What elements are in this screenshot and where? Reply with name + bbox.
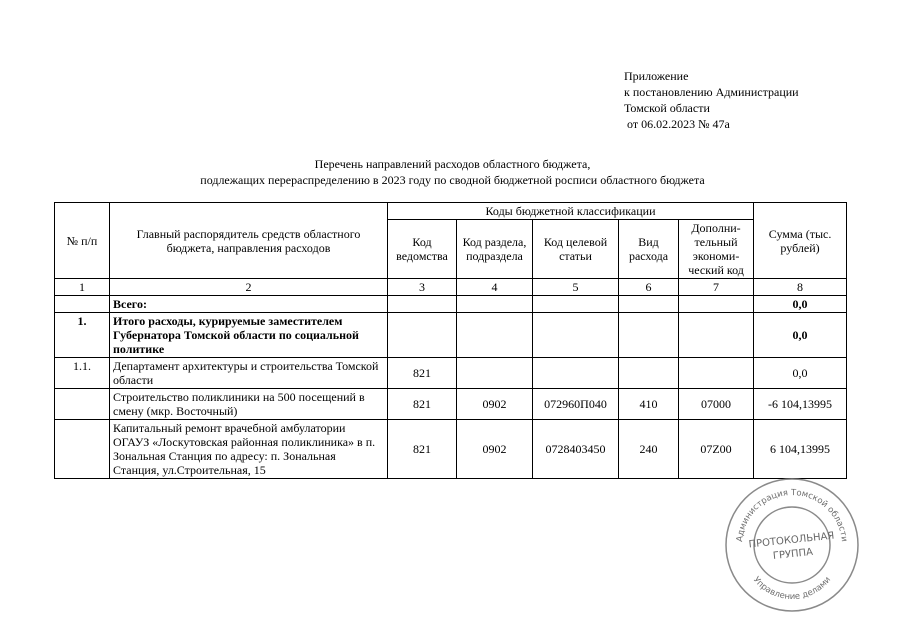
official-stamp xyxy=(722,475,862,615)
row-target: 072960П040 xyxy=(533,389,619,420)
document-title xyxy=(0,156,905,188)
table-row xyxy=(55,420,847,479)
row-target xyxy=(533,358,619,389)
header-codes-group: Коды бюджетной классификации xyxy=(388,203,754,220)
table-row xyxy=(55,313,847,358)
row-extra: 07Z00 xyxy=(679,420,754,479)
title-line: Перечень направлений расходов областного бюджета, xyxy=(314,157,591,171)
row-type xyxy=(619,296,679,313)
col-number: 1 xyxy=(55,279,110,296)
row-num xyxy=(55,420,110,479)
row-type xyxy=(619,313,679,358)
row-dept: 821 xyxy=(388,420,457,479)
stamp-outer-text-top: Администрация Томской области xyxy=(735,487,849,543)
column-number-row xyxy=(55,279,847,296)
header-num: № п/п xyxy=(55,203,110,279)
row-num: 1.1. xyxy=(55,358,110,389)
row-name: Департамент архитектуры и строительства Томской области xyxy=(110,358,388,389)
row-type: 410 xyxy=(619,389,679,420)
row-sum: 6 104,13995 xyxy=(754,420,847,479)
stamp-center-line1: ПРОТОКОЛЬНАЯ xyxy=(748,530,835,551)
row-name: Капитальный ремонт врачебной амбулатории ОГАУЗ «Лоскутовская районная поликлиника» в п. Зональная Станция по адресу: п. Зональная Станция, ул.Строительная, 15 xyxy=(110,420,388,479)
col-number: 8 xyxy=(754,279,847,296)
row-dept xyxy=(388,313,457,358)
table-row xyxy=(55,358,847,389)
row-num: 1. xyxy=(55,313,110,358)
header-name: Главный распорядитель средств областного бюджета, направления расходов xyxy=(110,203,388,279)
row-extra xyxy=(679,296,754,313)
row-num xyxy=(55,296,110,313)
stamp-outer-text-bottom: Управление делами xyxy=(750,574,834,603)
row-section xyxy=(457,313,533,358)
col-number: 5 xyxy=(533,279,619,296)
appendix-line: к постановлению Администрации xyxy=(624,85,799,99)
row-dept: 821 xyxy=(388,358,457,389)
row-name: Итого расходы, курируемые заместителем Губернатора Томской области по социальной политике xyxy=(110,313,388,358)
stamp-center-line2: ГРУППА xyxy=(772,546,814,563)
row-target: 0728403450 xyxy=(533,420,619,479)
header-type: Вид расхода xyxy=(619,220,679,279)
row-sum: -6 104,13995 xyxy=(754,389,847,420)
appendix-line: Приложение xyxy=(624,69,689,83)
row-extra xyxy=(679,313,754,358)
row-sum: 0,0 xyxy=(754,296,847,313)
col-number: 7 xyxy=(679,279,754,296)
col-number: 6 xyxy=(619,279,679,296)
budget-table xyxy=(54,202,847,479)
title-line: подлежащих перераспределению в 2023 году по сводной бюджетной росписи областного бюджета xyxy=(200,173,705,187)
row-dept xyxy=(388,296,457,313)
row-section: 0902 xyxy=(457,389,533,420)
row-type xyxy=(619,358,679,389)
table-row xyxy=(55,389,847,420)
row-section: 0902 xyxy=(457,420,533,479)
row-num xyxy=(55,389,110,420)
table-row xyxy=(55,296,847,313)
row-section xyxy=(457,296,533,313)
header-target: Код целевой статьи xyxy=(533,220,619,279)
col-number: 2 xyxy=(110,279,388,296)
header-section: Код раздела, подраздела xyxy=(457,220,533,279)
row-section xyxy=(457,358,533,389)
row-extra: 07000 xyxy=(679,389,754,420)
row-name: Строительство поликлиники на 500 посещений в смену (мкр. Восточный) xyxy=(110,389,388,420)
header-row xyxy=(55,203,847,220)
appendix-date: от 06.02.2023 № 47а xyxy=(627,117,730,131)
row-type: 240 xyxy=(619,420,679,479)
row-sum: 0,0 xyxy=(754,358,847,389)
row-extra xyxy=(679,358,754,389)
header-extra: Дополни-тельный экономи-ческий код xyxy=(679,220,754,279)
appendix-block xyxy=(624,68,799,132)
col-number: 4 xyxy=(457,279,533,296)
row-target xyxy=(533,313,619,358)
header-sum: Сумма (тыс. рублей) xyxy=(754,203,847,279)
row-target xyxy=(533,296,619,313)
appendix-line: Томской области xyxy=(624,101,710,115)
row-dept: 821 xyxy=(388,389,457,420)
col-number: 3 xyxy=(388,279,457,296)
header-dept: Код ведомства xyxy=(388,220,457,279)
row-name: Всего: xyxy=(110,296,388,313)
row-sum: 0,0 xyxy=(754,313,847,358)
